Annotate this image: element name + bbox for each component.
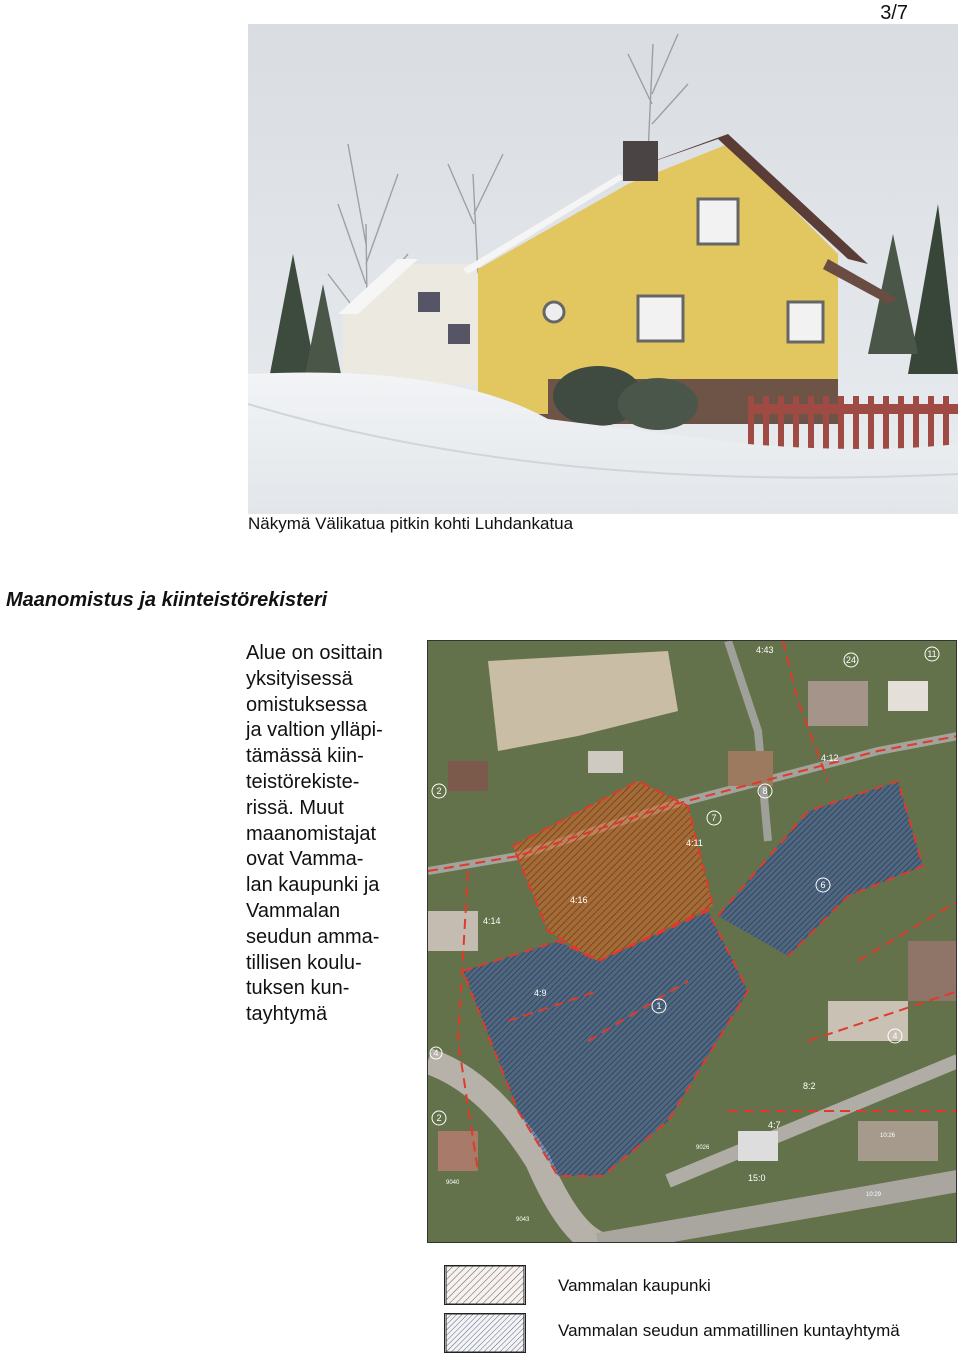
- plot-number: 1: [656, 1001, 662, 1011]
- parcel-label: 4:43: [756, 645, 774, 655]
- body-line: Vammalan: [246, 899, 341, 922]
- parcel-label: 4:7: [768, 1120, 781, 1130]
- legend-label-consortium: Vammalan seudun ammatillinen kuntayhtymä: [558, 1321, 900, 1340]
- legend-item-city: [444, 1265, 526, 1310]
- plot-number: 7: [711, 813, 717, 823]
- body-line: ovat Vamma-: [246, 848, 364, 871]
- parcel-label: 10:29: [866, 1192, 882, 1198]
- legend-item-consortium: [444, 1313, 526, 1358]
- body-line: rissä. Muut: [246, 796, 344, 819]
- plot-number: 2: [436, 1113, 442, 1123]
- body-line: teistörekiste-: [246, 770, 360, 793]
- body-line: tillisen koulu-: [246, 951, 362, 974]
- plot-number: 4: [433, 1048, 439, 1058]
- plot-number: 4: [892, 1031, 898, 1041]
- parcel-label: 9040: [446, 1180, 460, 1186]
- body-line: tämässä kiin-: [246, 745, 364, 768]
- photo-caption: Näkymä Välikatua pitkin kohti Luhdankatua: [248, 514, 574, 533]
- plot-number: 2: [436, 786, 442, 796]
- parcel-label: 4:9: [534, 988, 547, 998]
- parcel-label: 8:2: [803, 1081, 816, 1091]
- section-heading: Maanomistus ja kiinteistörekisteri: [6, 589, 328, 611]
- parcel-label: 9026: [696, 1145, 710, 1151]
- body-line: yksityisessä: [246, 667, 353, 690]
- plot-number: 11: [927, 649, 937, 659]
- plot-number: 24: [845, 655, 857, 665]
- plot-number: 6: [820, 880, 826, 890]
- parcel-label: 4:12: [821, 753, 839, 763]
- legend-swatch-hatched: [444, 1265, 526, 1305]
- plot-number: 8: [762, 786, 768, 796]
- body-line: tuksen kun-: [246, 977, 350, 1000]
- parcel-label: 4:11: [686, 838, 703, 848]
- body-line: seudun amma-: [246, 925, 380, 948]
- parcel-label: 9043: [516, 1217, 530, 1223]
- page-number: 3/7: [880, 2, 908, 24]
- parcel-label: 10:26: [880, 1133, 896, 1139]
- parcel-label: 15:0: [748, 1173, 766, 1183]
- body-line: lan kaupunki ja: [246, 874, 380, 897]
- body-line: omistuksessa: [246, 693, 368, 716]
- aerial-property-map: [427, 640, 957, 1243]
- legend-label-city: Vammalan kaupunki: [558, 1276, 711, 1295]
- body-line: ja valtion ylläpi-: [246, 719, 383, 742]
- body-line: maanomistajat: [246, 822, 377, 845]
- parcel-label: 4:14: [483, 916, 501, 926]
- legend-swatch-hatched: [444, 1313, 526, 1353]
- house-photo: [248, 24, 958, 514]
- body-line: Alue on osittain: [246, 642, 383, 664]
- parcel-label: 4:16: [570, 895, 588, 905]
- body-paragraph: [246, 641, 416, 1028]
- body-line: tayhtymä: [246, 1003, 328, 1026]
